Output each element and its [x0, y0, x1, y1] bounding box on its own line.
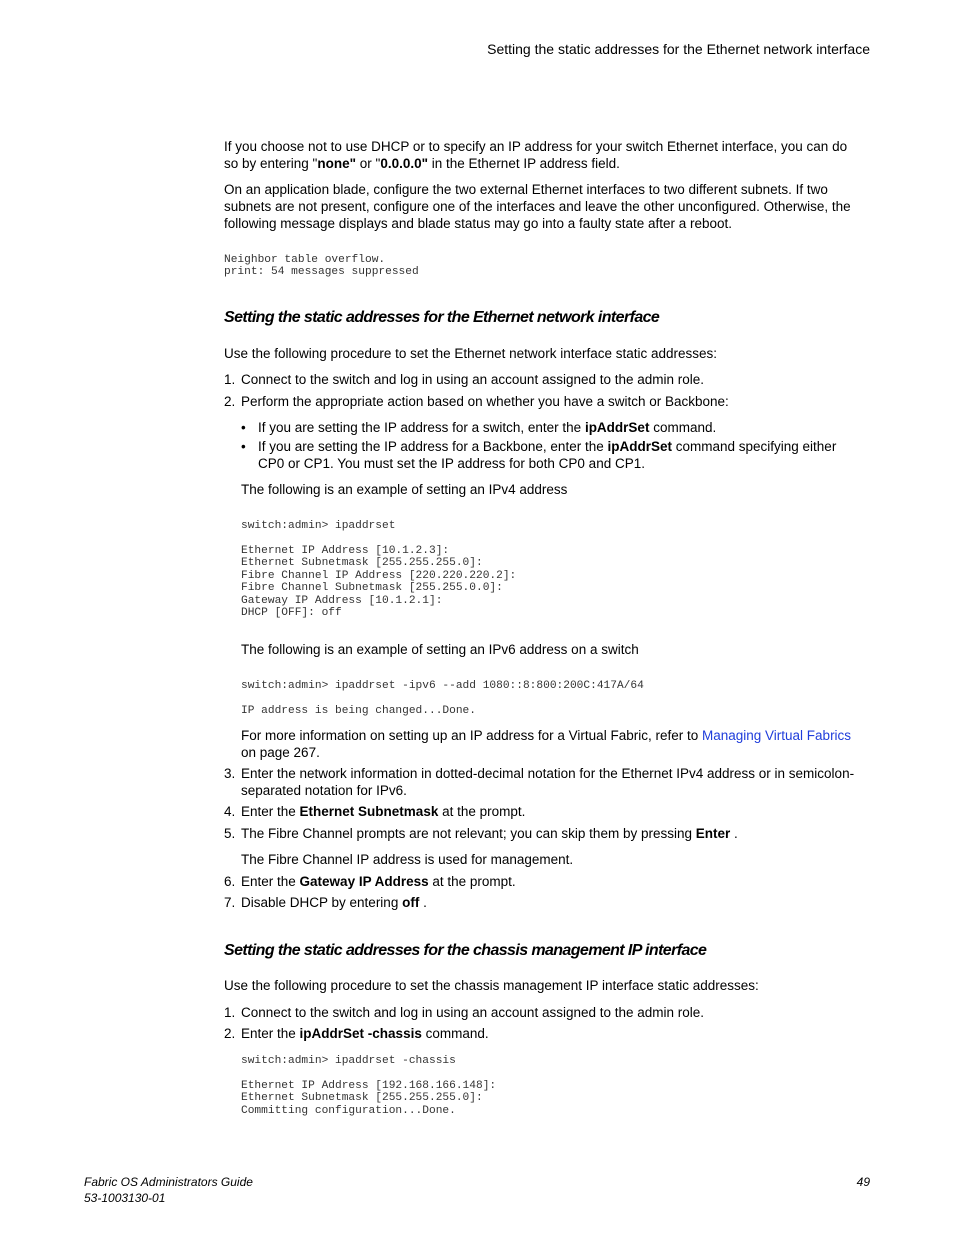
step-1: Connect to the switch and log in using an account assigned to the admin role. [241, 372, 705, 387]
text: If you are setting the IP address for a Backbone, enter the [258, 439, 608, 454]
text: Enter the [241, 804, 300, 819]
step-number: 1. [224, 372, 236, 387]
text: Disable DHCP by entering [241, 895, 403, 910]
text: command. [421, 1026, 489, 1041]
text: The Fibre Channel prompts are not relevant; you can skip them by pressing [241, 826, 696, 841]
section-heading-ethernet: Setting the static addresses for the Ethernet network interface [224, 309, 660, 326]
text: If you choose not to use DHCP or to specify an IP address for your switch Ethernet interface, you can do so by entering " [224, 139, 848, 171]
step-4 [241, 803, 864, 820]
bullet-backbone [258, 438, 864, 472]
footer-guide-title: Fabric OS Administrators Guide [84, 1175, 253, 1189]
step-3: Enter the network information in dotted-decimal notation for the Ethernet IPv4 address or in semicolon-separated notation for IPv6. [241, 766, 855, 798]
code-block-neighbor-overflow: Neighbor table overflow. print: 54 messages suppressed [224, 254, 419, 279]
code-ipv4-prompts: Ethernet IP Address [10.1.2.3]: Ethernet Subnetmask [255.255.255.0]: Fibre Channel IP Address [220.220.220.2]: Fibre Channel Subnetmask [255.255.0.0]: Gateway IP Address [10.1.2.1]: DHCP [OFF]: off [241, 545, 517, 620]
step-7 [241, 894, 864, 911]
intro-paragraph-2: On an application blade, configure the two external Ethernet interfaces to two different subnets. If two subnets are not present, configure one of the interfaces and leave the other unconfigured. Otherwise, the following message displays and blade status may go into a faulty state after a reboot. [224, 182, 851, 231]
ipv4-example-intro: The following is an example of setting an IPv4 address [241, 482, 568, 497]
key-name: Enter [695, 826, 731, 841]
prompt-name: Gateway IP Address [299, 874, 429, 889]
text: command. [649, 420, 717, 435]
text: . [419, 895, 427, 910]
step-number: 7. [224, 895, 236, 910]
value-none: none" [317, 156, 357, 171]
chassis-step-1: Connect to the switch and log in using an account assigned to the admin role. [241, 1005, 705, 1020]
section-heading-chassis: Setting the static addresses for the chassis management IP interface [224, 942, 707, 959]
command-name: ipAddrSet [607, 439, 672, 454]
code-ipv6-command: switch:admin> ipaddrset -ipv6 --add 1080::8:800:200C:417A/64 [241, 680, 644, 692]
section2-lead: Use the following procedure to set the chassis management IP interface static addresses: [224, 978, 759, 993]
code-chassis-command: switch:admin> ipaddrset -chassis [241, 1055, 456, 1067]
value-zero-address: 0.0.0.0" [380, 156, 429, 171]
step-2: Perform the appropriate action based on whether you have a switch or Backbone: [241, 394, 729, 409]
step-number: 2. [224, 394, 236, 409]
text: Enter the [241, 874, 300, 889]
text: at the prompt. [428, 874, 516, 889]
command-name: ipAddrSet [584, 420, 650, 435]
page-number: 49 [856, 1175, 870, 1189]
step-number: 4. [224, 804, 236, 819]
step-6 [241, 873, 864, 890]
step-number: 1. [224, 1005, 236, 1020]
text: or " [356, 156, 381, 171]
command-name: ipAddrSet -chassis [299, 1026, 422, 1041]
running-header: Setting the static addresses for the Ethernet network interface [487, 41, 870, 57]
bullet-mark: • [241, 420, 246, 435]
text: Enter the [241, 1026, 300, 1041]
step-number: 3. [224, 766, 236, 781]
text: at the prompt. [438, 804, 526, 819]
chassis-step-2 [241, 1025, 864, 1042]
section1-lead: Use the following procedure to set the Ethernet network interface static addresses: [224, 346, 718, 361]
step-number: 6. [224, 874, 236, 889]
code-ipv4-command: switch:admin> ipaddrset [241, 520, 396, 532]
step-number: 5. [224, 826, 236, 841]
step-5 [241, 825, 864, 842]
bullet-switch [258, 419, 864, 436]
intro-paragraph-1 [224, 138, 864, 172]
step-number: 2. [224, 1026, 236, 1041]
code-chassis-output: Ethernet IP Address [192.168.166.148]: Ethernet Subnetmask [255.255.255.0]: Committing configuration...Done. [241, 1080, 497, 1117]
text: on page 267. [241, 745, 320, 760]
text: in the Ethernet IP address field. [428, 156, 620, 171]
value-off: off [402, 895, 420, 910]
code-ipv6-output: IP address is being changed...Done. [241, 705, 476, 717]
footer-doc-number: 53-1003130-01 [84, 1191, 166, 1205]
text: For more information on setting up an IP address for a Virtual Fabric, refer to [241, 728, 702, 743]
prompt-name: Ethernet Subnetmask [299, 804, 439, 819]
virtual-fabric-note [241, 727, 864, 761]
text: . [730, 826, 738, 841]
ipv6-example-intro: The following is an example of setting an IPv6 address on a switch [241, 642, 639, 657]
bullet-mark: • [241, 439, 246, 454]
step-5-note: The Fibre Channel IP address is used for management. [241, 852, 574, 867]
text: If you are setting the IP address for a switch, enter the [258, 420, 585, 435]
text: command specifying either CP0 or CP1. You must set the IP address for both CP0 and CP1. [258, 439, 837, 471]
managing-virtual-fabrics-link[interactable]: Managing Virtual Fabrics [701, 728, 852, 743]
